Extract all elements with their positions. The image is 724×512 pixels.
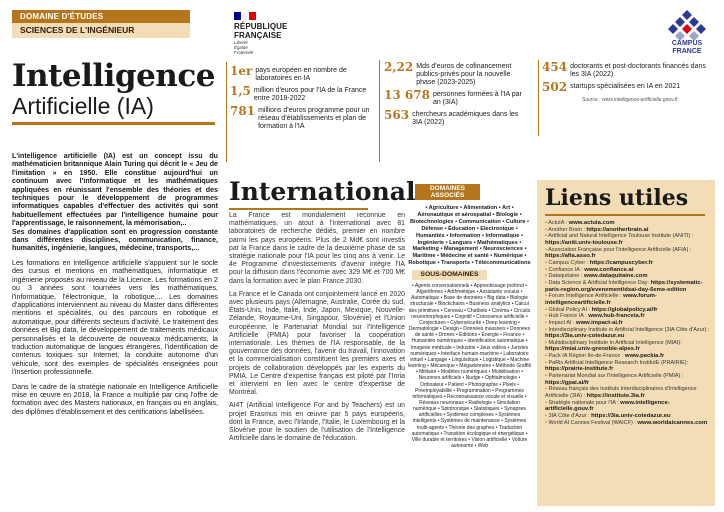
bullet-icon: • [545, 273, 549, 280]
bullet-icon: • [545, 359, 549, 366]
link-item [545, 233, 711, 246]
rf-logo-text: RÉPUBLIQUE FRANÇAISE [234, 22, 288, 40]
link-url[interactable]: www.actuia.com [568, 220, 615, 226]
link-label: Forum Intelligence Artificielle : [548, 293, 622, 300]
bullet-icon: • [545, 233, 549, 240]
link-item [545, 353, 711, 360]
link-label: Campus Cyber : [548, 259, 589, 266]
link-item [545, 360, 711, 373]
link-url[interactable]: https://prairie-institute.fr [545, 366, 614, 373]
bullet-icon: • [545, 220, 549, 226]
stat-item: 13 678 personnes formées à l'IA par an (3IA) [384, 88, 522, 106]
link-item [545, 227, 711, 234]
link-label: Impact AI : [548, 319, 575, 326]
stats-group-1 [230, 66, 372, 134]
stats-divider [226, 62, 227, 162]
link-label: Réseau français des Instituts Interdisciplinaires d'Intelligence Artificielle (3IA) : [545, 386, 697, 400]
link-item [545, 313, 711, 320]
intro-paragraph: L'intelligence artificielle (IA) est un concept issu du mathématicien britannique Alain Turing qui décrit le « Jeu de l'imitation » en 1950. Elle constitue aujourd'hui un continuum avec l'informatique et les mathématiques appliquées en réunissant l'ensemble des théories et des techniques pour le développement de programmes informatiques capables d'effectuer des activités qui sont habituellement effectuées par l'intelligence humaine pour l'apprentissage, le raisonnement, la mémorisation,.. [12, 152, 218, 228]
bullet-icon: • [545, 279, 549, 286]
bullet-icon: • [545, 319, 549, 326]
bullet-icon: • [545, 259, 549, 266]
intro-paragraph: Dans le cadre de la stratégie nationale en Intelligence Artificielle mise en œuvre en 2018, la France a multiplié par cinq l'offre de formation avec des Masters nationaux, en français ou en anglais, des diplômes d'établissement et des certifications labellisées. [12, 382, 218, 416]
bullet-icon: • [545, 373, 549, 380]
bullet-icon: • [545, 413, 549, 420]
link-item [545, 320, 711, 327]
link-label: Another Brain : [548, 226, 585, 233]
link-item [545, 327, 711, 340]
link-label: Global Policy AI : [548, 306, 591, 313]
link-label: 3IA Côte d'Azur : [548, 413, 590, 420]
international-divider [229, 208, 368, 210]
marianne-flag-icon [234, 12, 256, 20]
link-label: Artificial and Natural Intelligence Toulouse Institute (ANITI) : [548, 233, 694, 240]
link-url[interactable]: https://3ia.univ-cotedazur.eu [591, 413, 671, 420]
link-item [545, 220, 711, 227]
link-item [545, 340, 711, 353]
link-item [545, 293, 711, 306]
domains-heading: DOMAINES ASSOCIÉS [415, 184, 480, 200]
intro-paragraph: Les formations en intelligence artificielle s'appuient sur le socle des cursus et mentions en mathématiques, informatique et ingénierie proposés au niveau de la Licence. Les formations en 2 ou 3 années sont tournées vers les mathématiques, l'informatique, l'électronique, la robotique,... Les domaines d'applications interviennent au niveau du Master dans différentes mentions et spécialités, ou des parcours en robotique et automatique, pour différents secteurs d'activité. Le traitement des données et Big data, le développement de traitements médicaux personnalisés et la découverte de nouveaux médicaments, la traduction automatique de langues étrangères, l'identification de contenus toxiques sur Internet, la conduite autonome d'un véhicule, sont des exemples de spécialités enseignées pour l'insertion professionnelle. [12, 258, 218, 377]
links-heading: Liens utiles [545, 185, 689, 211]
link-item [545, 420, 711, 427]
link-url[interactable]: https://gpai.ai/fr [545, 379, 590, 386]
link-item [545, 260, 711, 267]
domain-tag: DOMAINE D'ÉTUDES [12, 10, 190, 23]
link-label: Data Science & Artificial Intelligence Day: [548, 279, 650, 286]
link-url[interactable]: www.impact-ai.fr [575, 319, 623, 326]
stats-group-2 [384, 62, 526, 130]
stat-item: 1er pays européen en nombre de laboratoires en IA [230, 64, 347, 82]
bullet-icon: • [545, 326, 549, 333]
link-url[interactable]: https://systematic-paris-region.org/evenement/dsai-day-6eme-edition [545, 279, 703, 293]
link-url[interactable]: www.worldaicannes.com [637, 419, 708, 426]
link-item [545, 373, 711, 386]
bullet-icon: • [545, 353, 549, 360]
link-url[interactable]: www.confiance.ai [584, 266, 634, 273]
link-label: World AI Cannes Festival (WAICF) : [548, 419, 636, 426]
bullet-icon: • [545, 313, 549, 320]
bullet-icon: • [545, 246, 549, 253]
stat-item: 2,22 Mds d'euros de cofinancement publics-privés pour la nouvelle phase (2023-2025) [384, 60, 512, 86]
link-label: Dataquitaine : [548, 273, 583, 280]
bullet-icon: • [545, 306, 549, 313]
link-label: ActuIA : [548, 220, 568, 226]
bullet-icon: • [545, 386, 549, 393]
link-item [545, 280, 711, 293]
intro-paragraph: Ses domaines d'application sont en progression constante dans différentes disciplines, communication, finance, humanités, ingénierie, langues, médecine, transports,... [12, 227, 218, 253]
link-url[interactable]: www.packia.fr [624, 353, 665, 360]
link-url[interactable]: https://anotherbrain.ai [586, 226, 649, 233]
stats-divider [379, 60, 380, 162]
international-text [229, 212, 405, 448]
link-item [545, 273, 711, 280]
stats-divider [538, 60, 539, 136]
stat-item: 502 startups spécialisées en IA en 2021 [542, 80, 681, 94]
link-label: Stratégie nationale pour l'IA : [548, 399, 619, 406]
bullet-icon: • [545, 226, 549, 233]
links-divider [545, 214, 705, 216]
link-url[interactable]: https://globalpolicy.ai/fr [591, 306, 658, 313]
bullet-icon: • [545, 293, 549, 300]
link-url[interactable]: https://afia.asso.fr [545, 253, 596, 260]
page-subtitle: Artificielle (IA) [12, 93, 154, 119]
link-url[interactable]: www.hub-franceia.fr [588, 313, 645, 320]
link-item [545, 400, 711, 413]
rf-motto: Liberté Égalité Fraternité [234, 40, 254, 55]
link-label: Hub France IA : [548, 313, 587, 320]
link-label: Interdisciplinary Institute in Artificial Intelligence (3IA Côte d'Azur) : [548, 326, 710, 333]
link-label: Multidisciplinary Institute in Artificial Intelligence (MIAI): [548, 339, 682, 346]
links-list [545, 220, 711, 426]
link-url[interactable]: https://3ia.univ-cotedazur.eu [545, 333, 625, 340]
link-url[interactable]: https://institute.3ia.fr [586, 393, 645, 400]
international-paragraph: AI4T (Artificial Intelligence For and by Teachers) est un projet Erasmus mis en œuvre par 5 pays européens, dont la France, avec l'Irlande, l'Italie, le Luxembourg et la Slovénie pour le soutien de l'utilisation de l'Intelligence Artificielle dans le domaine de l'éducation. [229, 402, 405, 443]
link-url[interactable]: www.forum-intelligenceartificielle.fr [545, 293, 657, 306]
link-label: Association Française pour l'Intelligence Artificielle (AFIA) : [548, 246, 692, 253]
campus-france-text: CAMPUS FRANCE [671, 40, 703, 55]
stat-item: 781 millions d'euros programme pour un réseau d'établissements et plan de formation à l'IA [230, 104, 370, 130]
international-paragraph: La France est mondialement reconnue en mathématiques, un atout à l'international avec 81 laboratoires de recherche dédiés, premier en nombre parmi les pays européens. Plus de 2 Md€ sont investis par la France dans le cadre de la deuxième phase de sa stratégie nationale pour l'IA pour les cinq ans à venir. Le 4e Programme d'investissements d'avenir intègre l'IA pour la diffusion dans l'économie avec 329 M€ et 700 M€ dans la formation avec le plan France 2030. [229, 212, 405, 285]
link-label: PaRis Artificial Intelligence Research InstitutE (PRAIRIE): [548, 359, 689, 366]
stats-source: Source : www.intelligence-artificielle.gouv.fr [582, 97, 678, 103]
link-url[interactable]: https://aniti.univ-toulouse.fr [545, 239, 623, 246]
link-item [545, 247, 711, 260]
bullet-icon: • [545, 339, 549, 346]
page-title: Intelligence [12, 58, 215, 94]
stat-item: 1,5 million d'euros pour l'IA de la France entre 2018-2022 [230, 84, 367, 102]
bullet-icon: • [545, 266, 549, 273]
link-item [545, 386, 711, 399]
link-label: Pack IA Région Ile-de-France : [548, 353, 624, 360]
link-url[interactable]: https://campuscyber.fr [589, 259, 653, 266]
link-url[interactable]: www.dataquitaine.com [583, 273, 648, 280]
bullet-icon: • [545, 419, 549, 426]
title-divider [12, 122, 215, 125]
intro-text [12, 152, 218, 422]
link-label: Partenariat Mondial sur l'Intelligence Artificielle (PMIA) : [548, 373, 684, 380]
link-url[interactable]: https://miai.univ-grenoble-alpes.fr [545, 346, 640, 353]
stat-item: 454 doctorants et post-doctorants financés dans les 3IA (2022) [542, 60, 706, 78]
link-item [545, 267, 711, 274]
subdomains-list: • Agents conversationnels • Apprentissage profond • Algorithmes • Arithmétique • Assistants vocaux • Automatique • Base de données • Big data • Biologie structurale • Blockchains • Business analytics • Calcul des primitives • Cerveau • Chatbots • Cinéma • Circuits neuromorphiques • Cognitif • Conscience artificielle • Conjectures • Cybersécurité • Deep learning • Dermatologie • Design • Données massives • Données de santé • Drones • Éditions • Énergie • Finance • Humanités numériques • Identification automatique • Imagerie médicale • Industrie • Jeux vidéos • Juristes numériques • Interface humain-machine • Laboratoire virtuel • Langage • Linguistique • Logistique • Machine learning • Mécanique • Mégadonnées • Méthode Graffiti • Militaire • Modèles numériques • Modélisation • Neurones artificiels • Nudge • Ophtalmologie • Ordinateur • Patient • Photographie • Pixels • Préemployabilité • Programmation • Programmes informatiques • Reconnaissance vocale et visuelle • Réseaux neuronaux • Radiologie • Simulation numérique • Spintronique • Statistiques • Synapses artificielles • Systèmes complexes • Systèmes intelligents • Systèmes de maintenance • Systèmes multi-agents • Théorie des graphes • Traduction automatique • Transition écologique et énergétique • Ville durable et territoires • Vision artificielle • Voiture autonome • Web [408, 283, 532, 450]
international-paragraph: La France et le Canada ont conjointement lancé en 2020 avec plusieurs pays (Allemagne, Australie, Corée du sud, États-Unis, Inde, Italie, Inde, Japon, Mexique, Nouvelle-Zélande, Royaume-Uni, Singapour, Slovénie) et l'Union européenne, le Partenariat Mondial sur l'Intelligence Artificielle (PMIA) pour favoriser la coopération internationale. Les thèmes de l'IA responsable, de la gouvernance des données, l'avenir du travail, l'innovation et la commercialisation constituent les premiers axes et projets de collaboration développés par les experts du PMIA. Le Centre d'expertise français est piloté par l'Inria et intervient en lien avec le centre d'expertise de Montréal. [229, 290, 405, 397]
international-heading: International [229, 177, 416, 206]
link-item [545, 413, 711, 420]
link-url[interactable]: www.intelligence-artificielle.gouv.fr [545, 399, 670, 413]
stats-group-3 [542, 62, 714, 104]
subdomains-heading: SOUS-DOMAINES [412, 270, 487, 280]
bullet-icon: • [545, 399, 549, 406]
stat-item: 563 chercheurs académiques dans les 3IA (2022) [384, 108, 519, 126]
category-tag: SCIENCES DE L'INGÉNIEUR [12, 23, 190, 38]
link-label: Confiance IA : [548, 266, 583, 273]
domains-list: • Agriculture • Alimentation • Art • Aéronautique et aérospatial • Biologie • Biotechnologies • Communication • Culture • Défense • Éducation • Electronique • Humanités • Information • Informatique • Ingénierie • Langues • Mathématiques • Marketing • Management • Neurosciences • Maritime • Médecine et santé • Numérique • Robotique • Transports • Télécommunications [408, 205, 531, 267]
link-item [545, 307, 711, 314]
